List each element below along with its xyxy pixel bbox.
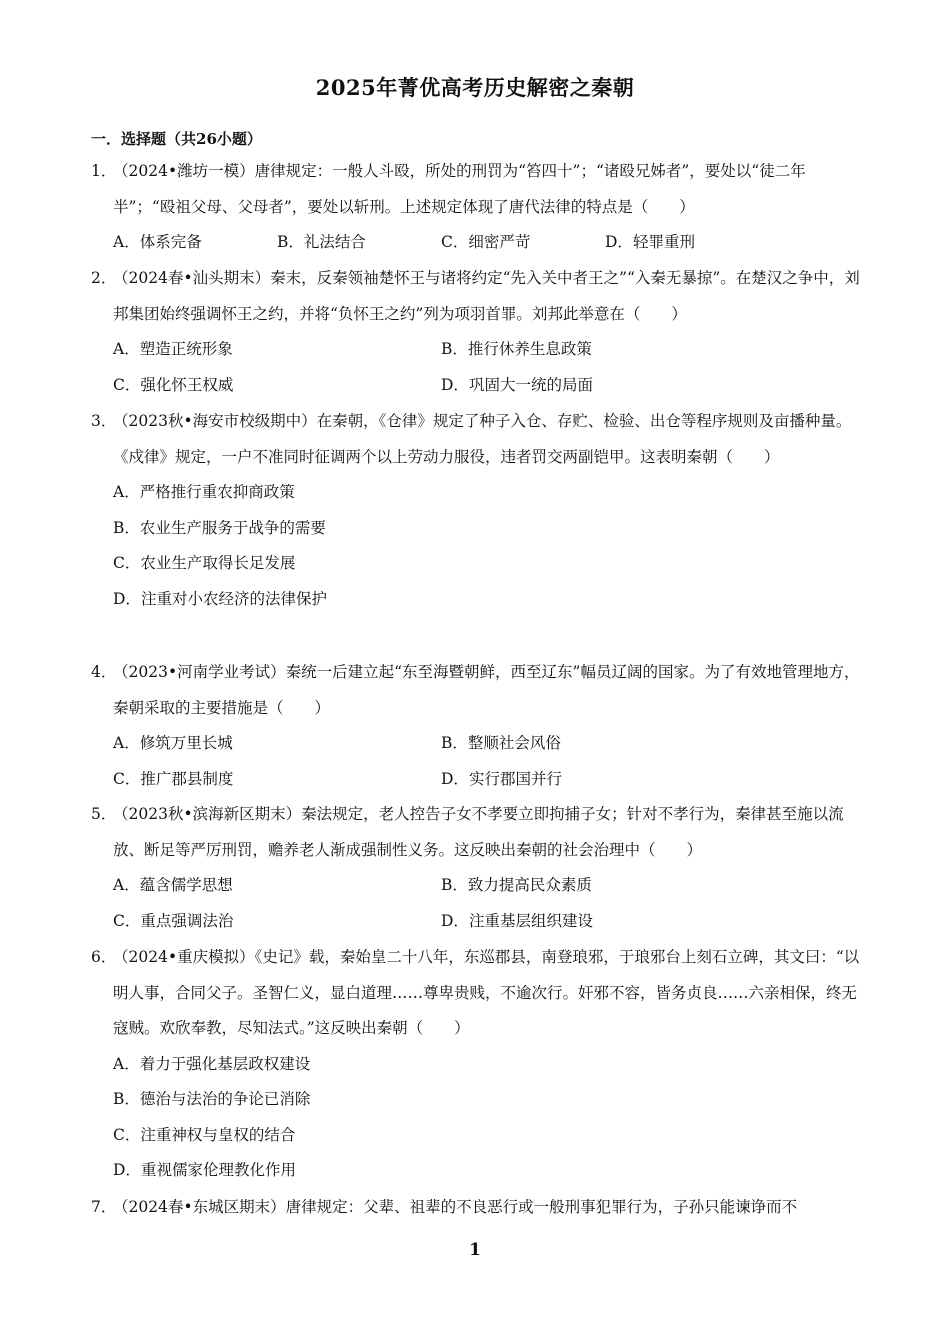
option-b[interactable] — [113, 511, 861, 547]
question-source: （2023秋•滨海新区期末） — [113, 805, 302, 823]
option-text: 重视儒家伦理教化作用 — [140, 1161, 296, 1179]
question-number: 1． — [91, 162, 117, 180]
section-heading: 一．选择题（共26小题） — [91, 130, 262, 148]
page-number: 1 — [469, 1240, 481, 1260]
option-text: 巩固大一统的局面 — [468, 375, 593, 394]
option-letter: A． — [113, 876, 140, 894]
question-text: 唐律规定：父辈、祖辈的不良恶行或一般刑事犯罪行为，子孙只能谏诤而不 — [285, 1198, 798, 1216]
option-c[interactable] — [113, 368, 441, 404]
option-letter: B． — [277, 233, 304, 251]
option-a[interactable] — [113, 726, 441, 762]
option-text: 注重神权与皇权的结合 — [140, 1125, 296, 1144]
option-text: 德治与法治的争论已消除 — [139, 1090, 311, 1108]
option-letter: B． — [441, 734, 468, 752]
option-b[interactable] — [113, 1082, 861, 1118]
option-d[interactable] — [441, 762, 769, 798]
options — [113, 868, 861, 939]
option-text: 塑造正统形象 — [139, 340, 233, 358]
question-text: 秦末，反秦领袖楚怀王与诸将约定“先入关中者王之”“入秦无暴掠”。在楚汉之争中，刘邦集团始终强调怀王之约，并将“负怀王之约”列为项羽首罪。刘邦此举意在（ ） — [113, 269, 860, 323]
options — [113, 475, 861, 617]
option-text: 轻罪重刑 — [632, 233, 695, 251]
question-source: （2023秋•海安市校级期中） — [113, 412, 317, 430]
question-stem — [91, 797, 861, 868]
option-c[interactable] — [113, 904, 441, 940]
option-letter: B． — [441, 340, 468, 358]
question-source: （2024春•东城区期末） — [113, 1198, 286, 1216]
question-4 — [91, 655, 861, 797]
option-text: 礼法结合 — [303, 233, 366, 251]
option-text: 注重基层组织建设 — [468, 911, 593, 930]
option-d[interactable] — [441, 904, 769, 940]
options — [113, 332, 861, 403]
option-text: 农业生产取得长足发展 — [140, 554, 296, 572]
question-text: 秦法规定，老人控告子女不孝要立即拘捕子女；针对不孝行为，秦律甚至施以流放、断足等严厉刑罚，赡养老人渐成强制性义务。这反映出秦朝的社会治理中（ ） — [113, 805, 844, 859]
question-text: 《史记》载，秦始皇二十八年，东巡郡县，南登琅邪，于琅邪台上刻石立碑，其文曰：“以明人事，合同父子。圣智仁义，显白道理……尊卑贵贱，不逾次行。奸邪不容，皆务贞良……六亲相保，终无寇贼。欢欣奉教，尽知法式。”这反映出秦朝（ ） — [113, 948, 860, 1037]
question-number: 3． — [91, 412, 117, 430]
option-letter: D． — [113, 589, 141, 608]
option-d[interactable] — [113, 582, 861, 618]
question-3 — [91, 404, 861, 617]
options — [113, 1047, 861, 1189]
option-text: 重点强调法治 — [140, 911, 234, 930]
options — [113, 726, 861, 797]
option-text: 注重对小农经济的法律保护 — [140, 589, 327, 608]
option-text: 着力于强化基层政权建设 — [139, 1054, 311, 1073]
question-text: 唐律规定：一般人斗殴，所处的刑罚为“笞四十”；“诸殴兄姊者”，要处以“徒二年半”；“殴祖父母、父母者”，要处以斩刑。上述规定体现了唐代法律的特点是（ ） — [113, 162, 806, 216]
question-stem — [91, 655, 861, 726]
option-d[interactable] — [113, 1153, 861, 1189]
question-source: （2024•潍坊一模） — [113, 162, 255, 180]
option-text: 强化怀王权威 — [140, 375, 234, 394]
question-text: 秦统一后建立起“东至海暨朝鲜，西至辽东”幅员辽阔的国家。为了有效地管理地方，秦朝采取的主要措施是（ ） — [113, 663, 860, 717]
options — [113, 225, 861, 261]
option-text: 修筑万里长城 — [139, 734, 233, 752]
option-b[interactable] — [441, 332, 769, 368]
option-b[interactable] — [441, 726, 769, 762]
option-text: 细密严苛 — [468, 233, 531, 251]
option-c[interactable] — [441, 225, 605, 261]
option-letter: A． — [113, 1054, 140, 1073]
document-title: 2025年菁优高考历史解密之秦朝 — [315, 75, 635, 100]
question-source: （2024•重庆模拟） — [113, 948, 255, 966]
question-1 — [91, 154, 861, 261]
option-a[interactable] — [113, 475, 861, 511]
option-c[interactable] — [113, 1118, 861, 1154]
option-letter: D． — [441, 375, 469, 394]
option-letter: D． — [441, 769, 469, 788]
question-stem — [91, 404, 861, 475]
question-text: 在秦朝，《仓律》规定了种子入仓、存贮、检验、出仓等程序规则及亩播种量。《戍律》规定，一户不准同时征调两个以上劳动力服役，违者罚交两副铠甲。这表明秦朝（ ） — [113, 412, 852, 466]
question-source: （2024春•汕头期末） — [113, 269, 271, 287]
option-letter: A． — [113, 483, 140, 501]
option-letter: C． — [113, 375, 141, 394]
option-a[interactable] — [113, 868, 441, 904]
option-text: 严格推行重农抑商政策 — [139, 483, 295, 501]
option-a[interactable] — [113, 332, 441, 368]
option-d[interactable] — [605, 225, 769, 261]
question-stem — [91, 154, 861, 225]
option-letter: B． — [441, 876, 468, 894]
question-stem — [91, 940, 861, 1047]
question-number: 6． — [91, 948, 117, 966]
question-6 — [91, 940, 861, 1189]
option-text: 蕴含儒学思想 — [139, 876, 233, 894]
option-letter: D． — [441, 911, 469, 930]
option-c[interactable] — [113, 762, 441, 798]
question-5 — [91, 797, 861, 939]
option-d[interactable] — [441, 368, 769, 404]
option-text: 推广郡县制度 — [140, 769, 234, 788]
question-7 — [91, 1190, 861, 1226]
question-2 — [91, 261, 861, 403]
question-number: 2． — [91, 269, 117, 287]
question-stem — [91, 1190, 861, 1226]
option-b[interactable] — [277, 225, 441, 261]
option-letter: C． — [113, 1125, 141, 1144]
option-text: 实行郡国并行 — [468, 769, 562, 788]
option-letter: A． — [113, 734, 140, 752]
option-letter: D． — [605, 233, 633, 251]
question-number: 5． — [91, 805, 117, 823]
question-source: （2023•河南学业考试） — [113, 663, 286, 681]
option-text: 致力提高民众素质 — [467, 876, 592, 894]
option-text: 体系完备 — [139, 233, 202, 251]
option-letter: B． — [113, 518, 140, 537]
option-letter: B． — [113, 1090, 140, 1108]
option-letter: C． — [113, 911, 141, 930]
option-b[interactable] — [441, 868, 769, 904]
option-letter: C． — [113, 769, 141, 788]
question-number: 7． — [91, 1198, 117, 1216]
question-number: 4． — [91, 663, 117, 681]
question-stem — [91, 261, 861, 332]
option-letter: C． — [113, 554, 141, 572]
option-text: 整顺社会风俗 — [467, 734, 561, 752]
option-a[interactable] — [113, 225, 277, 261]
option-letter: D． — [113, 1161, 141, 1179]
option-letter: A． — [113, 233, 140, 251]
option-a[interactable] — [113, 1047, 861, 1083]
option-text: 农业生产服务于战争的需要 — [139, 518, 326, 537]
option-letter: C． — [441, 233, 469, 251]
option-c[interactable] — [113, 546, 861, 582]
option-text: 推行休养生息政策 — [467, 340, 592, 358]
option-letter: A． — [113, 340, 140, 358]
